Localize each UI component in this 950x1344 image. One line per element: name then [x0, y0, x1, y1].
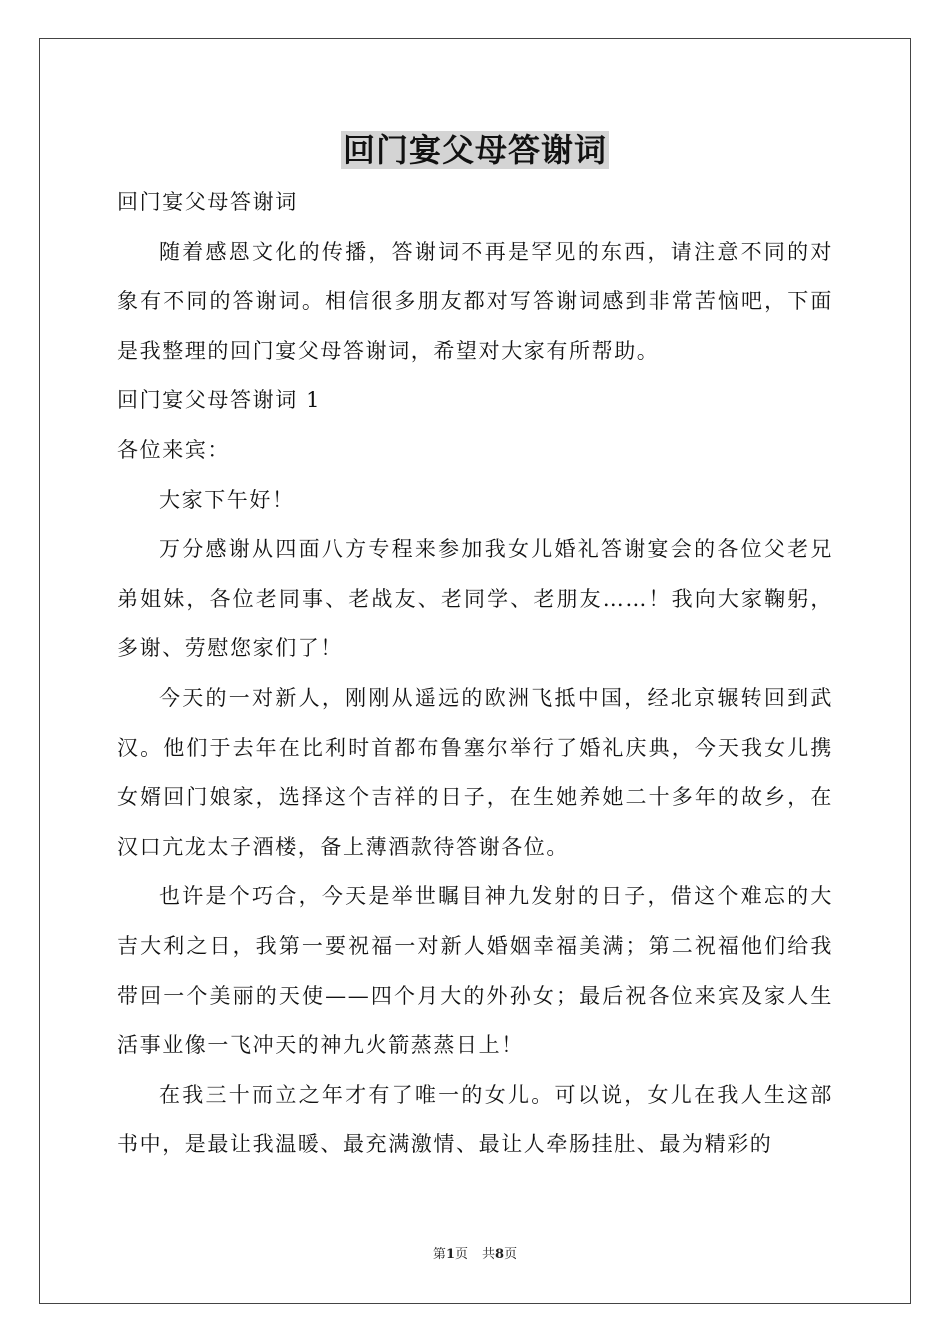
paragraph-subtitle: 回门宴父母答谢词: [117, 190, 298, 214]
paragraph-newlyweds: 今天的一对新人，刚刚从遥远的欧洲飞抵中国，经北京辗转回到武汉。他们于去年在比利时首都布鲁塞尔举行了婚礼庆典，今天我女儿携女婿回门娘家，选择这个吉祥的日子，在生她养她二十多年的故乡，在汉口亢龙太子酒楼，备上薄酒款待答谢各位。: [117, 685, 833, 859]
paragraph-salutation: 各位来宾：: [117, 437, 230, 462]
document-body: [117, 178, 833, 1170]
paragraph-blessings: 也许是个巧合，今天是举世瞩目神九发射的日子，借这个难忘的大吉大利之日，我第一要祝福一对新人婚姻幸福美满；第二祝福他们给我带回一个美丽的天使——四个月大的外孙女；最后祝各位来宾及家人生活事业像一飞冲天的神九火箭蒸蒸日上！: [117, 884, 833, 1058]
page-suffix: 页: [454, 1247, 468, 1262]
total-suffix: 页: [504, 1247, 518, 1262]
page-footer: [0, 1246, 950, 1264]
paragraph-thanks: 万分感谢从四面八方专程来参加我女儿婚礼答谢宴会的各位父老兄弟姐妹，各位老同事、老战友、老同学、老朋友……！我向大家鞠躬，多谢、劳慰您家们了！: [117, 537, 833, 661]
total-prefix: 共: [482, 1247, 496, 1262]
paragraph-daughter: 在我三十而立之年才有了唯一的女儿。可以说，女儿在我人生这部书中，是最让我温暖、最充满激情、最让人牵肠挂肚、最为精彩的: [117, 1082, 833, 1157]
paragraph-greeting: 大家下午好！: [159, 487, 295, 512]
section-heading-1: 回门宴父母答谢词 1: [117, 388, 322, 413]
page-total: 8: [495, 1247, 505, 1262]
page-current: 1: [445, 1247, 455, 1262]
document-title: 回门宴父母答谢词: [342, 131, 607, 169]
page-prefix: 第: [432, 1247, 446, 1262]
paragraph-intro: 随着感恩文化的传播，答谢词不再是罕见的东西，请注意不同的对象有不同的答谢词。相信很多朋友都对写答谢词感到非常苦恼吧，下面是我整理的回门宴父母答谢词，希望对大家有所帮助。: [117, 239, 833, 363]
